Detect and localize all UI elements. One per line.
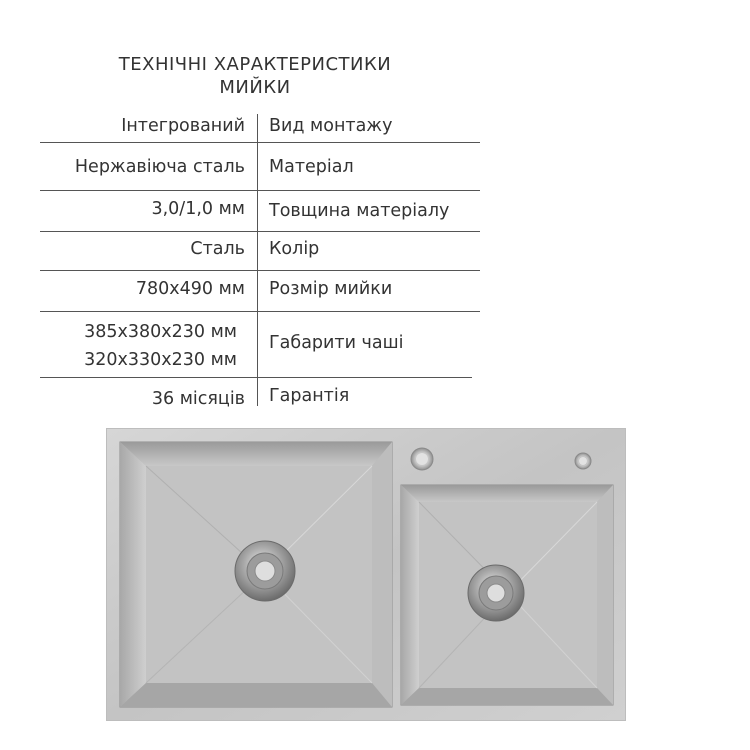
spec-row-material xyxy=(40,143,480,191)
spec-title-line-2: МИЙКИ xyxy=(219,77,291,98)
spec-table xyxy=(40,104,480,410)
spec-divider xyxy=(257,232,258,270)
spec-value-thickness: 3,0/1,0 мм xyxy=(151,199,245,219)
spec-label-size: Розмір мийки xyxy=(269,279,393,299)
spec-row-size xyxy=(40,271,480,312)
spec-divider xyxy=(257,191,258,231)
spec-value-size: 780х490 мм xyxy=(135,279,245,299)
spec-row-bowl-dimensions xyxy=(40,312,472,378)
spec-value-mounting: Інтегрований xyxy=(121,116,245,136)
spec-row-thickness xyxy=(40,191,480,232)
spec-divider xyxy=(257,312,258,377)
spec-row-warranty xyxy=(40,378,480,410)
spec-label-mounting: Вид монтажу xyxy=(269,116,393,136)
spec-value-bowl-1: 385х380х230 мм xyxy=(84,322,237,342)
spec-divider xyxy=(257,143,258,190)
spec-title-line-1: ТЕХНІЧНІ ХАРАКТЕРИСТИКИ xyxy=(118,54,392,75)
spec-label-material: Матеріал xyxy=(269,157,354,177)
spec-divider xyxy=(257,378,258,406)
double-bowl-steel-sink-image xyxy=(106,428,626,721)
spec-row-color xyxy=(40,232,480,271)
spec-label-bowl-dimensions: Габарити чаші xyxy=(269,333,404,353)
spec-divider xyxy=(257,114,258,142)
spec-label-color: Колір xyxy=(269,239,320,259)
spec-value-warranty: 36 місяців xyxy=(151,389,245,409)
spec-label-thickness: Товщина матеріалу xyxy=(269,201,450,221)
spec-value-bowl-2: 320х330х230 мм xyxy=(84,350,237,370)
spec-row-mounting xyxy=(40,104,480,143)
spec-divider xyxy=(257,271,258,311)
spec-label-warranty: Гарантія xyxy=(269,386,350,406)
spec-value-color: Сталь xyxy=(190,239,245,259)
spec-value-material: Нержавіюча сталь xyxy=(74,157,245,177)
